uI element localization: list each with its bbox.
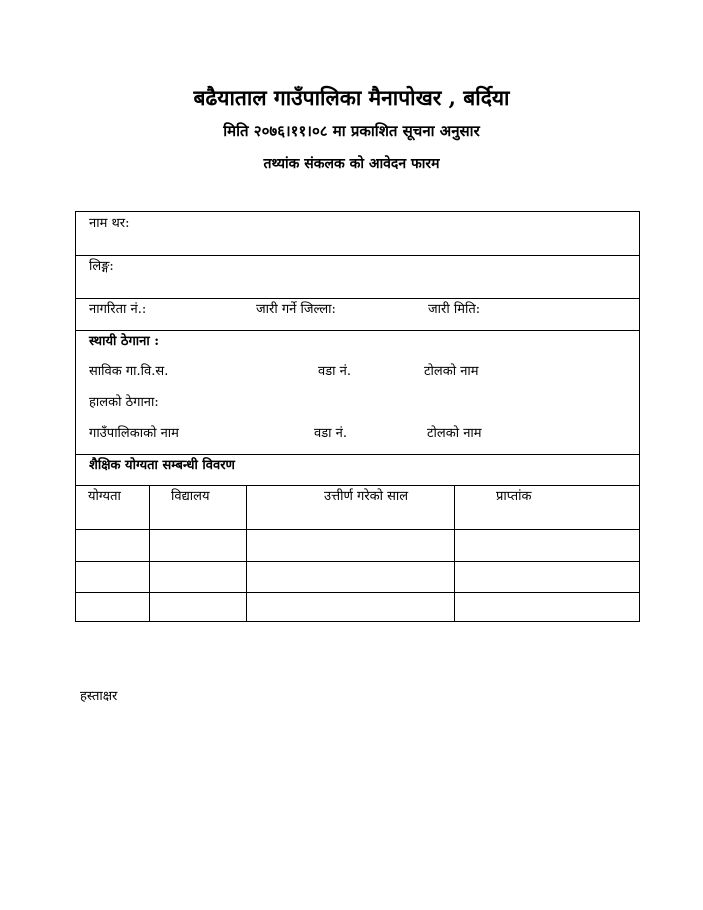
form-title: तथ्यांक संकलक को आवेदन फारम <box>263 156 440 172</box>
gender-label: लिङ्ग: <box>89 259 114 274</box>
citizenship-number-label: नागरिता नं.: <box>89 302 147 317</box>
former-vdc-label: साविक गा.वि.स. <box>89 364 169 379</box>
education-heading: शैक्षिक योग्यता सम्बन्धी विवरण <box>89 458 235 473</box>
notice-reference: मिति २०७६।११।०८ मा प्रकाशित सूचना अनुसार <box>223 122 480 140</box>
application-form <box>75 211 640 622</box>
tole-name-label: टोलको नाम <box>424 364 479 379</box>
office-title: बढैयाताल गाउँपालिका मैनापोखर , बर्दिया <box>193 85 510 110</box>
tole-name-label: टोलको नाम <box>427 426 482 441</box>
issued-date-label: जारी मिति: <box>428 302 481 317</box>
column-divider <box>246 485 247 621</box>
current-address-label: हालको ठेगाना: <box>89 395 159 410</box>
column-divider <box>149 485 150 621</box>
issued-district-label: जारी गर्ने जिल्ला: <box>256 302 336 317</box>
row-divider <box>76 592 639 593</box>
column-header-marks-obtained: प्राप्तांक <box>496 489 532 504</box>
name-label: नाम थर: <box>89 216 130 231</box>
row-divider <box>76 485 639 486</box>
permanent-address-heading: स्थायी ठेगाना : <box>89 334 160 349</box>
signature-label: हस्ताक्षर <box>80 689 118 704</box>
rural-municipality-label: गाउँपालिकाको नाम <box>89 426 179 441</box>
row-divider <box>76 529 639 530</box>
row-divider <box>76 330 639 331</box>
row-divider <box>76 561 639 562</box>
ward-number-label: वडा नं. <box>314 426 348 441</box>
column-divider <box>454 485 455 621</box>
column-header-qualification: योग्यता <box>88 489 121 504</box>
column-header-passed-year: उत्तीर्ण गरेको साल <box>324 489 409 504</box>
ward-number-label: वडा नं. <box>318 364 352 379</box>
row-divider <box>76 298 639 299</box>
row-divider <box>76 454 639 455</box>
row-divider <box>76 255 639 256</box>
column-header-school: विद्यालय <box>171 489 210 504</box>
